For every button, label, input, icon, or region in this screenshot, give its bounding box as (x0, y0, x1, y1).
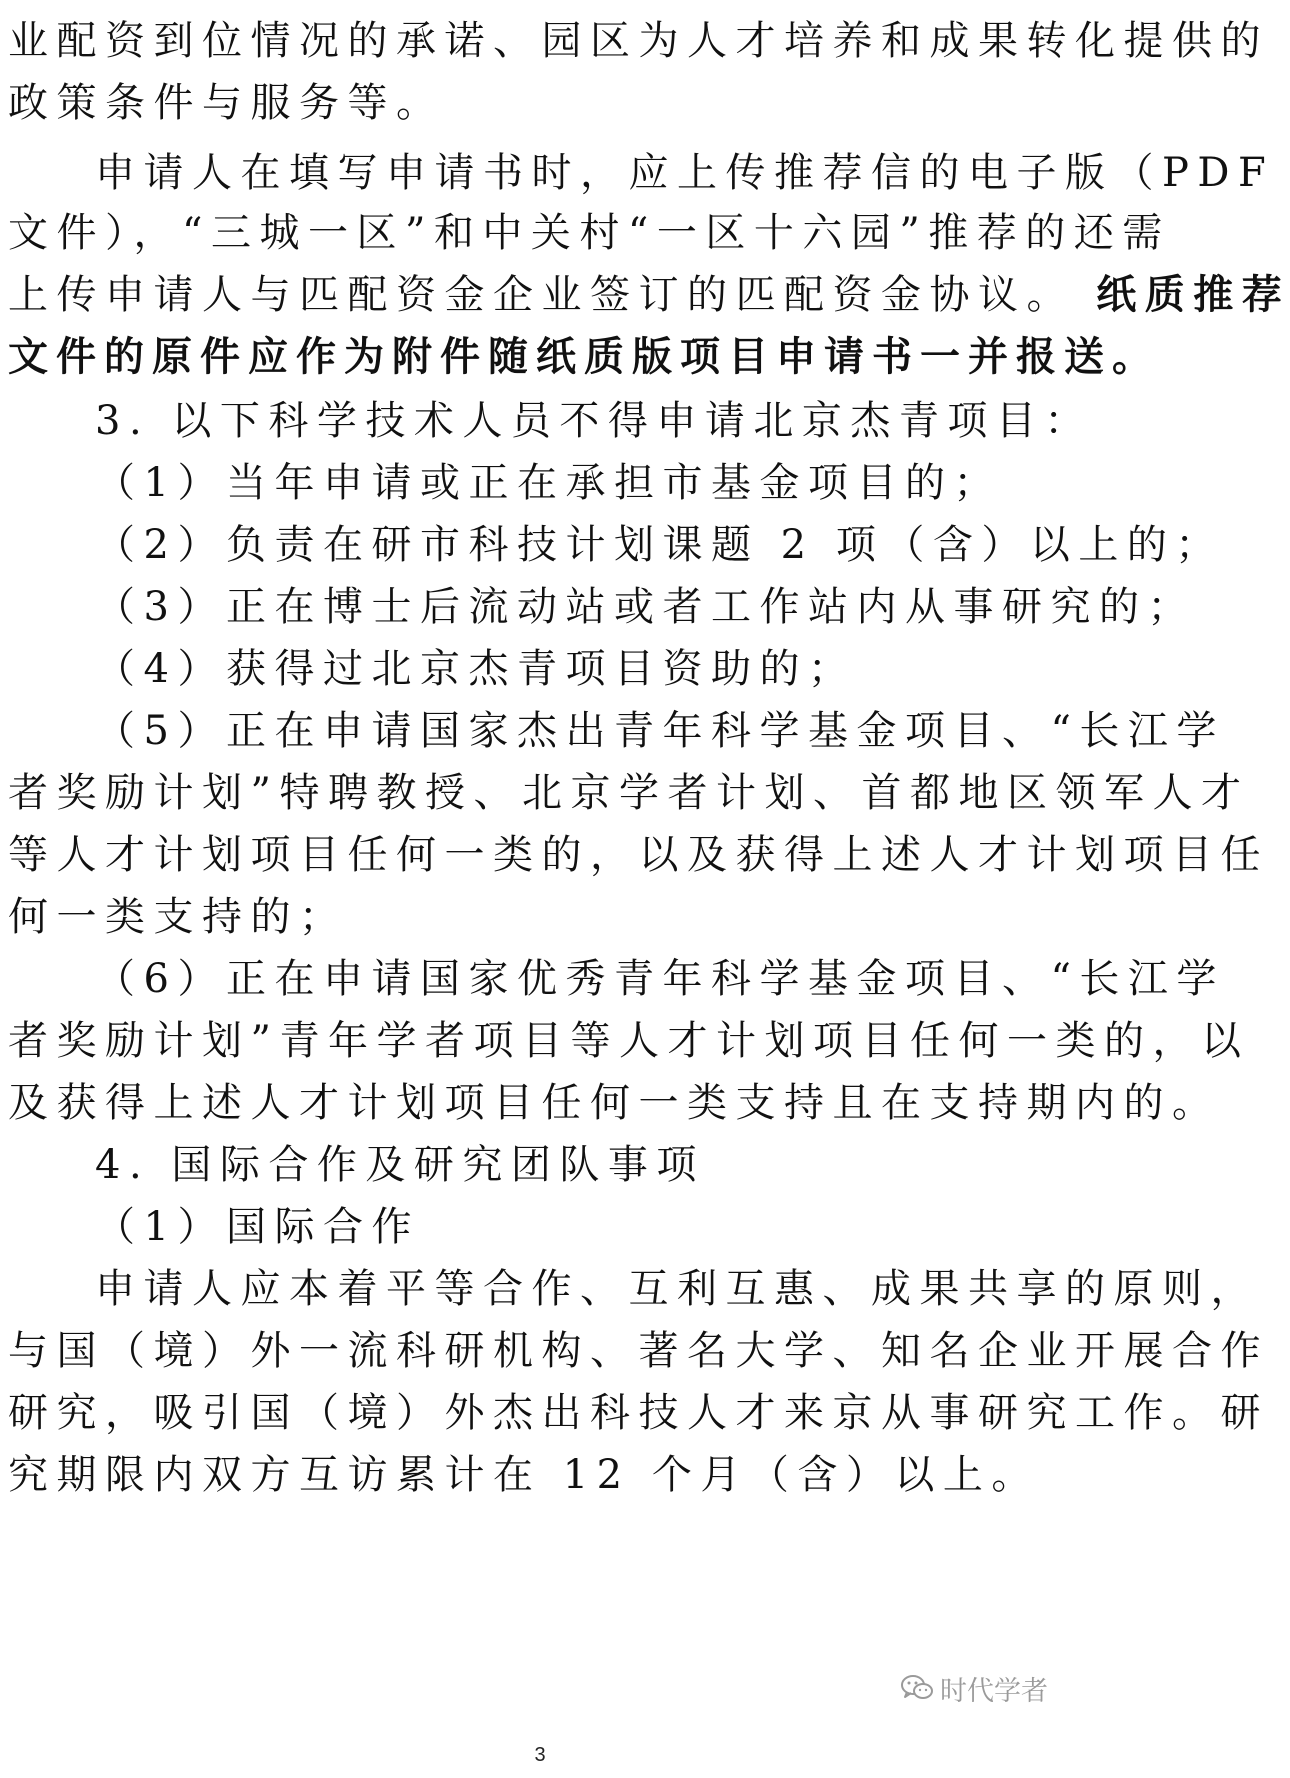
bold-text: 纸质推荐 (1096, 271, 1290, 318)
text-line: 申请人在填写申请书时，应上传推荐信的电子版（PDF (95, 150, 1275, 196)
regular-text: 上传申请人与匹配资金企业签订的匹配资金协议。 (8, 272, 1075, 318)
text-line: 研究，吸引国（境）外杰出科技人才来京从事研究工作。研 (8, 1390, 1269, 1436)
section-heading: 3. 以下科学技术人员不得申请北京杰青项目： (95, 398, 1093, 444)
text-line-with-bold (8, 270, 1290, 320)
wechat-icon (900, 1673, 934, 1703)
account-watermark (900, 1668, 1048, 1708)
text-line: 业配资到位情况的承诺、园区为人才培养和成果转化提供的 (8, 18, 1269, 64)
section-heading: 4. 国际合作及研究团队事项 (95, 1142, 705, 1188)
text-line: 等人才计划项目任何一类的，以及获得上述人才计划项目任 (8, 832, 1269, 878)
list-item: （4）获得过北京杰青项目资助的； (95, 646, 857, 692)
text-line: 及获得上述人才计划项目任何一类支持且在支持期内的。 (8, 1080, 1221, 1126)
list-item: （3）正在博士后流动站或者工作站内从事研究的； (95, 584, 1196, 630)
text-line: 与国（境）外一流科研机构、著名大学、知名企业开展合作 (8, 1328, 1269, 1374)
watermark-text: 时代学者 (940, 1675, 1048, 1707)
text-line: 申请人应本着平等合作、互利互惠、成果共享的原则， (95, 1266, 1259, 1312)
text-line: 何一类支持的； (8, 894, 348, 940)
text-line: 文件），“三城一区”和中关村“一区十六园”推荐的还需 (8, 210, 1171, 256)
text-line: 者奖励计划”青年学者项目等人才计划项目任何一类的，以 (8, 1018, 1250, 1064)
bold-text-line: 文件的原件应作为附件随纸质版项目申请书一并报送。 (8, 333, 1160, 380)
text-line: 政策条件与服务等。 (8, 80, 445, 126)
text-line: 究期限内双方互访累计在 12 个月（含）以上。 (8, 1452, 1040, 1498)
list-item: （6）正在申请国家优秀青年科学基金项目、“长江学 (95, 956, 1225, 1002)
page-number: 3 (534, 1744, 546, 1766)
list-item: （2）负责在研市科技计划课题 2 项（含）以上的； (95, 522, 1224, 568)
subsection-heading: （1）国际合作 (95, 1204, 420, 1250)
text-line: 者奖励计划”特聘教授、北京学者计划、首都地区领军人才 (8, 770, 1250, 816)
list-item: （5）正在申请国家杰出青年科学基金项目、“长江学 (95, 708, 1225, 754)
list-item: （1）当年申请或正在承担市基金项目的； (95, 460, 1002, 506)
